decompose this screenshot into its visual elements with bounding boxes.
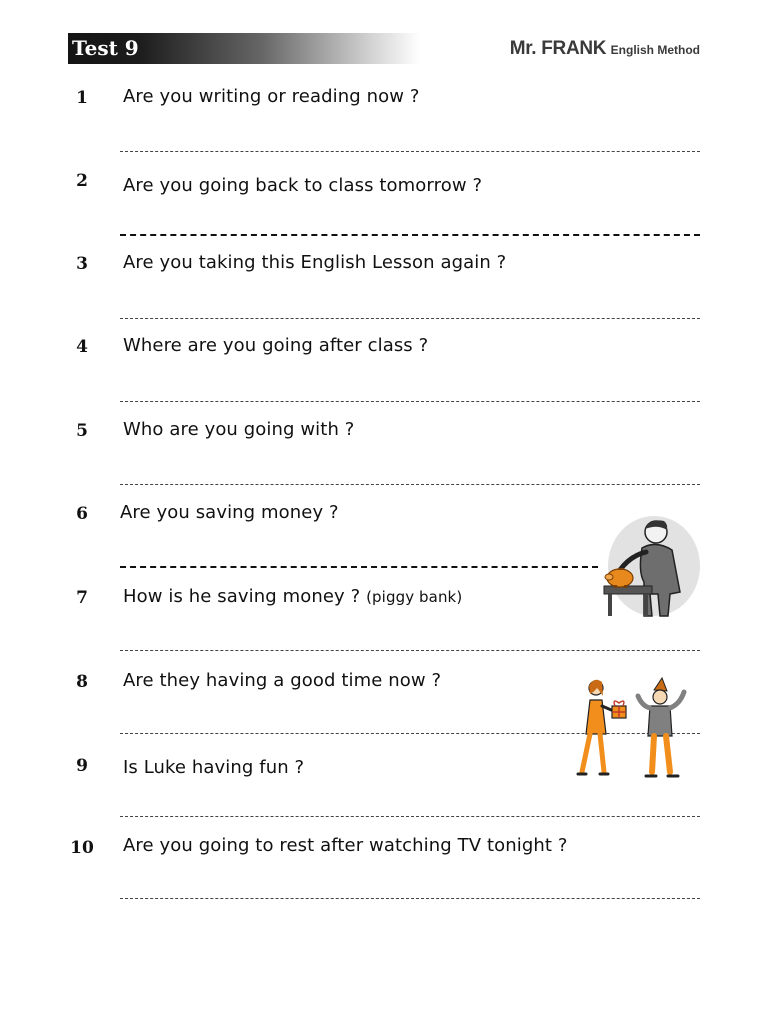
answer-line-4[interactable] xyxy=(120,401,700,402)
answer-line-5[interactable] xyxy=(120,484,700,485)
question-text-9: Is Luke having fun ? xyxy=(123,757,305,778)
question-text-10: Are you going to rest after watching TV tonight ? xyxy=(123,835,568,856)
brand-logo xyxy=(510,38,700,60)
question-number-6: 6 xyxy=(76,504,88,524)
answer-line-7[interactable] xyxy=(120,650,700,651)
brand-sub: English Method xyxy=(610,43,700,57)
question-text-7 xyxy=(123,586,462,607)
question-number-1: 1 xyxy=(76,88,88,108)
question-number-2: 2 xyxy=(76,171,88,191)
piggy-bank-illustration xyxy=(598,512,702,622)
brand-main: Mr. FRANK xyxy=(509,38,607,59)
question-text-5: Who are you going with ? xyxy=(123,419,355,440)
answer-line-6[interactable] xyxy=(120,566,598,568)
answer-line-3[interactable] xyxy=(120,318,700,319)
question-text-6: Are you saving money ? xyxy=(120,502,339,523)
question-number-9: 9 xyxy=(76,756,88,776)
question-number-3: 3 xyxy=(76,254,88,274)
question-number-10: 10 xyxy=(70,838,94,858)
answer-line-2[interactable] xyxy=(120,234,700,236)
question-text-2: Are you going back to class tomorrow ? xyxy=(123,175,483,196)
question-number-5: 5 xyxy=(76,421,88,441)
test-title: Test 9 xyxy=(72,36,139,60)
question-note-7: (piggy bank) xyxy=(366,588,463,606)
answer-line-1[interactable] xyxy=(120,151,700,152)
question-text-4: Where are you going after class ? xyxy=(123,335,429,356)
question-text-3: Are you taking this English Lesson again ? xyxy=(123,252,507,273)
question-number-8: 8 xyxy=(76,672,88,692)
question-text-8: Are they having a good time now ? xyxy=(123,670,442,691)
question-number-4: 4 xyxy=(76,337,88,357)
question-text-7-main: How is he saving money ? xyxy=(123,586,361,607)
answer-line-10[interactable] xyxy=(120,898,700,899)
question-text-1: Are you writing or reading now ? xyxy=(123,86,420,107)
gift-illustration xyxy=(568,676,698,786)
answer-line-9[interactable] xyxy=(120,816,700,817)
question-number-7: 7 xyxy=(76,588,88,608)
